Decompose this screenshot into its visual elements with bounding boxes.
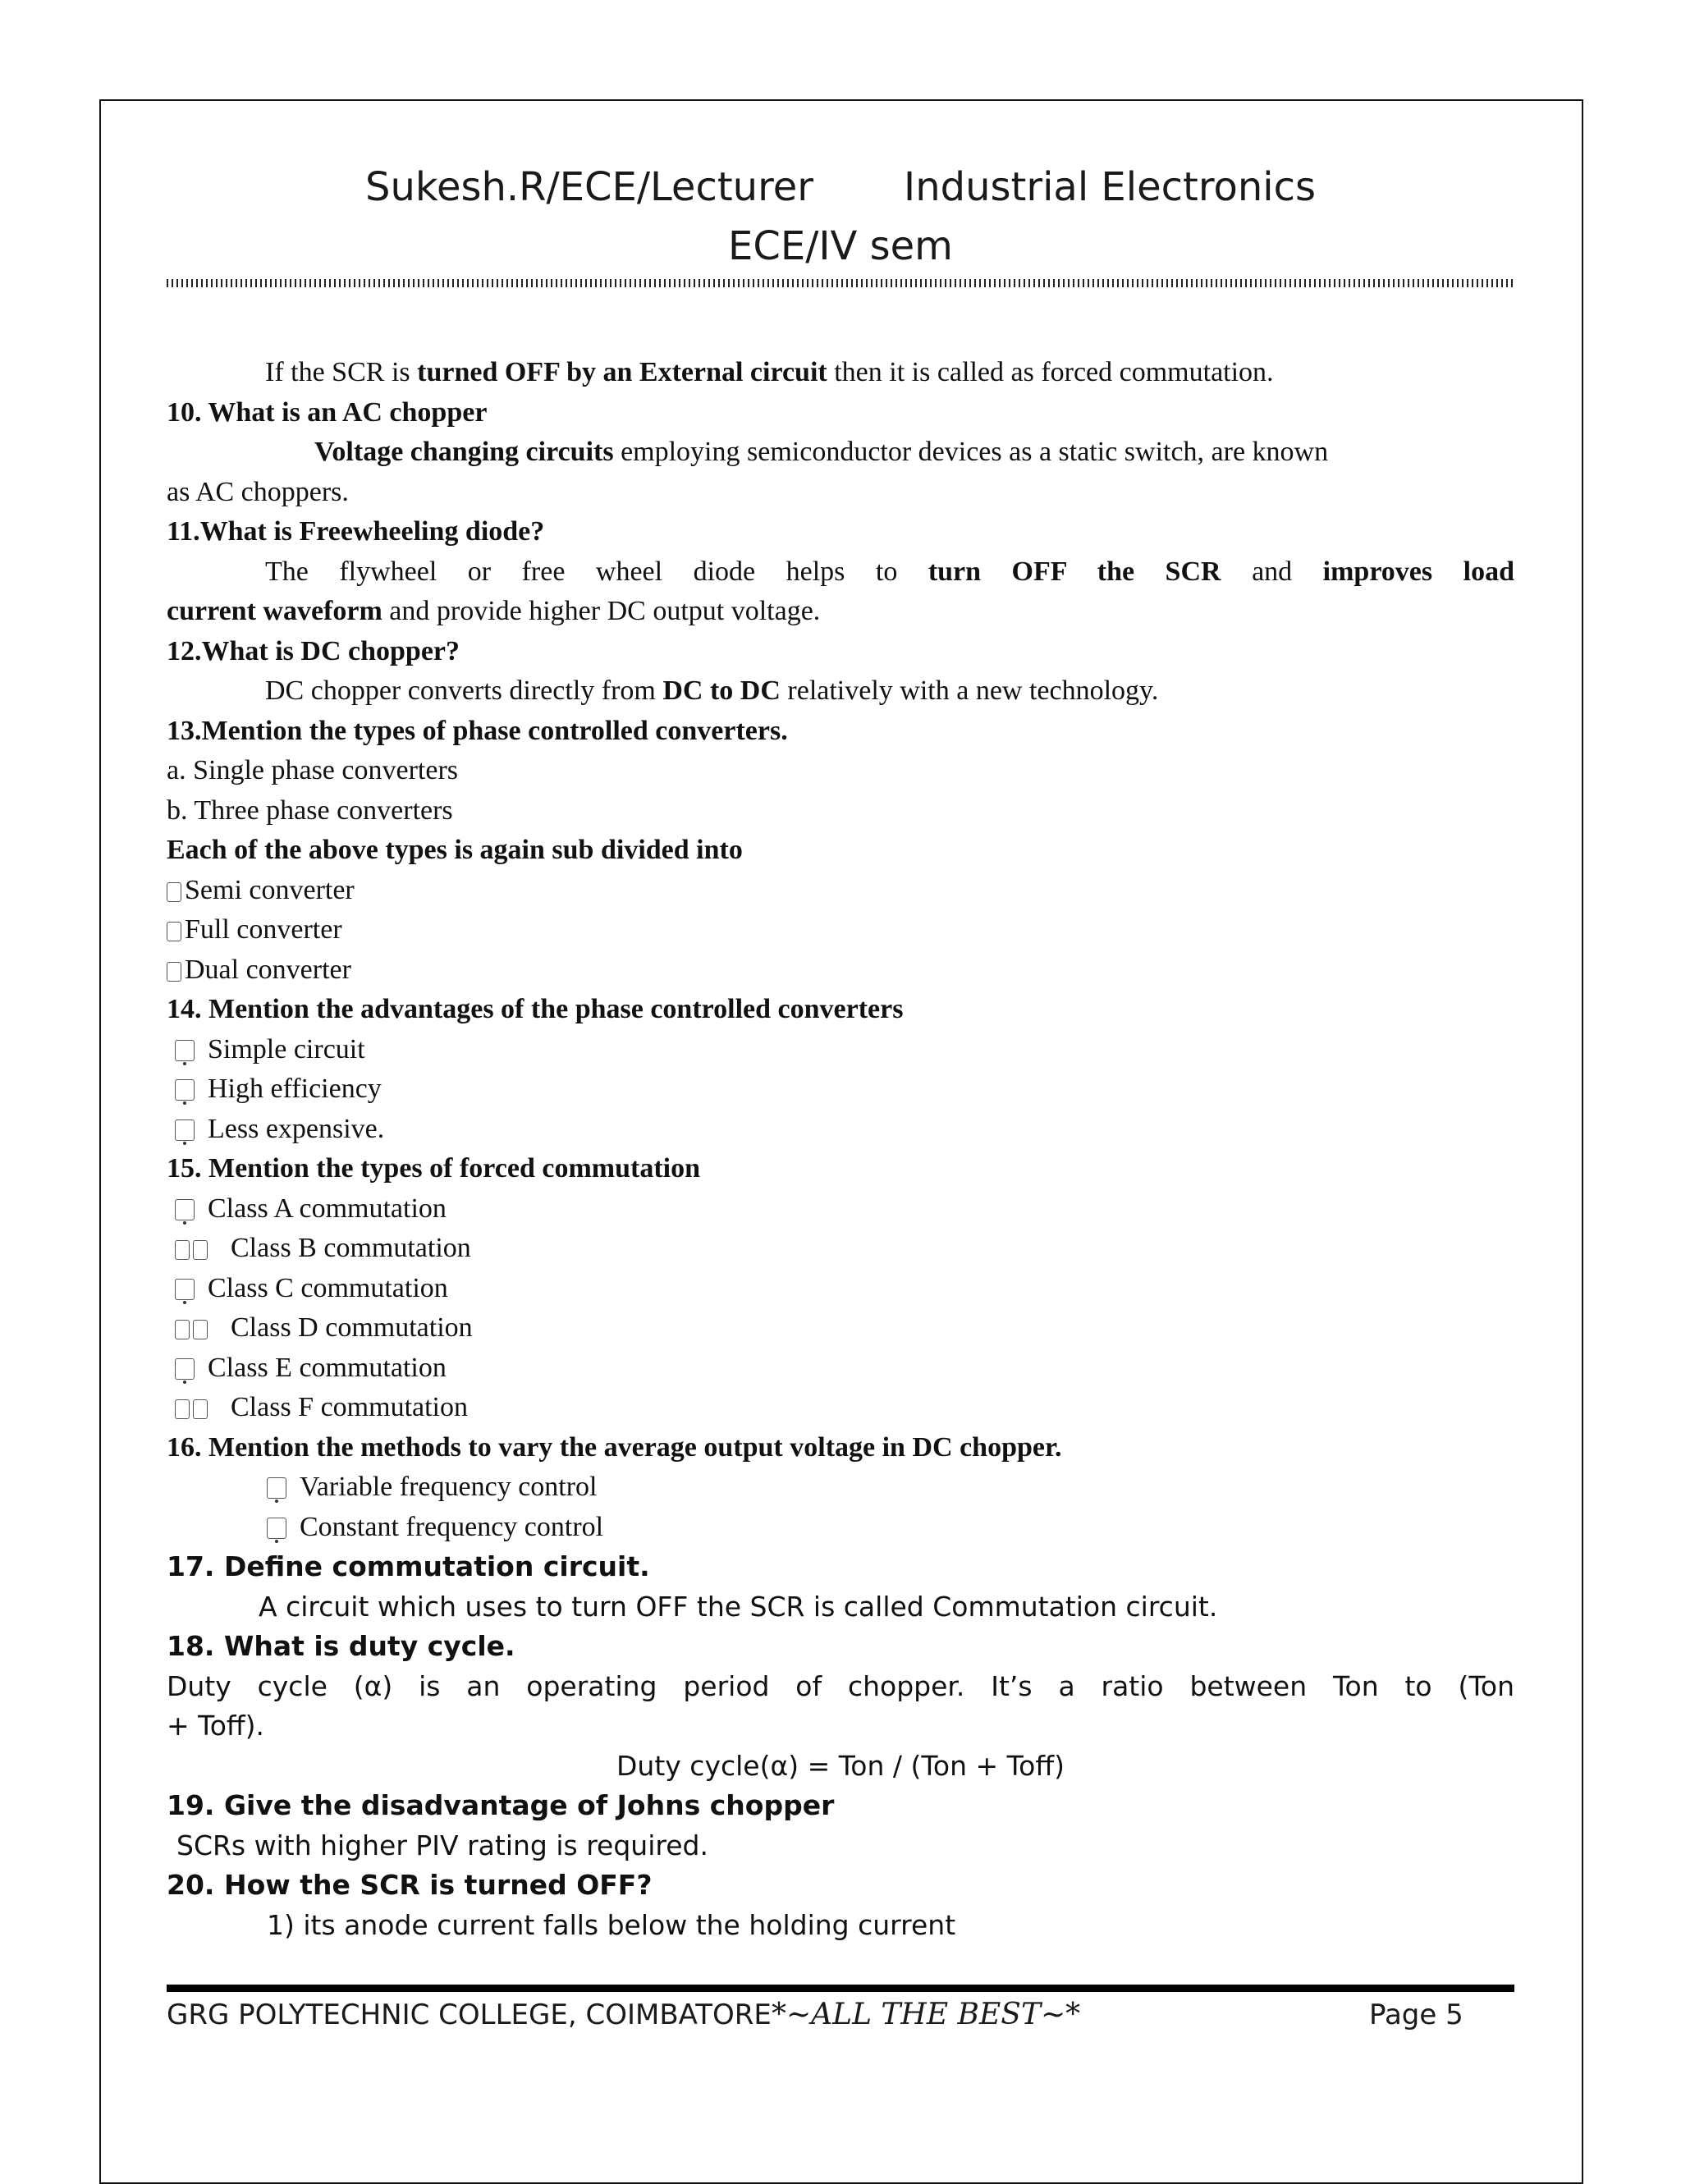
forced-commutation-definition: If the SCR is turned OFF by an External circuit then it is called as forced commutation. [265,357,1274,387]
q13-subitem: Dual converter [167,950,1514,991]
q17-title: 17. Define commutation circuit. [167,1550,650,1582]
bullet-box-icon [167,962,181,982]
q12-title: 12.What is DC chopper? [167,635,460,666]
bullet-box-icon [175,1119,195,1141]
q15-item: Class F commutation [167,1388,1514,1428]
q14-item: Less expensive. [167,1110,1514,1150]
bullet-box-icon [193,1399,208,1419]
header-subject: Industrial Electronics [904,164,1317,210]
bullet-box-icon [175,1358,195,1380]
bullet-box-icon [193,1320,208,1339]
q15-item: Class D commutation [167,1308,1514,1348]
bullet-box-icon [175,1079,195,1101]
q20-title: 20. How the SCR is turned OFF? [167,1869,653,1901]
q15-item: Class E commutation [167,1348,1514,1389]
q14-item: Simple circuit [167,1030,1514,1070]
q13-title: 13.Mention the types of phase controlled converters. [167,715,788,746]
q10-answer-line1: Voltage changing circuits employing semiconductor devices as a static switch, are known [314,437,1329,467]
q11-title: 11.What is Freewheeling diode? [167,516,545,547]
q19-title: 19. Give the disadvantage of Johns chopper [167,1789,835,1821]
bullet-box-icon [175,1240,190,1260]
q15-title: 15. Mention the types of forced commutation [167,1153,701,1184]
q20-answer: 1) its anode current falls below the holding current [267,1908,956,1941]
q11-answer-line1: The flywheel or free wheel diode helps to turn OFF the SCR and improves load [265,556,1514,587]
header-line-1 [0,164,1681,210]
footer-motto: *~ALL THE BEST~* [772,1998,1081,2031]
q16-title: 16. Mention the methods to vary the average output voltage in DC chopper. [167,1431,1062,1463]
q16-item: Constant frequency control [167,1508,1514,1548]
page-content [167,353,1514,1945]
q18-formula: Duty cycle(α) = Ton / (Ton + Toff) [616,1749,1065,1782]
q18-title: 18. What is duty cycle. [167,1630,515,1662]
q13-item: a. Single phase converters [167,755,458,785]
q18-answer-line2: + Toff). [167,1710,264,1742]
bullet-box-icon [267,1477,286,1499]
q10-title: 10. What is an AC chopper [167,396,488,428]
bullet-box-icon [267,1518,286,1539]
q15-item: Class A commutation [167,1189,1514,1229]
q10-answer-line2: as AC choppers. [167,476,349,507]
bullet-box-icon [175,1399,190,1419]
bullet-box-icon [175,1040,195,1061]
q17-answer: A circuit which uses to turn OFF the SCR is called Commutation circuit. [259,1590,1218,1623]
q14-item: High efficiency [167,1069,1514,1110]
q16-item: Variable frequency control [167,1467,1514,1508]
q18-answer-line1: Duty cycle (α) is an operating period of chopper. It’s a ratio between Ton to (Ton [167,1669,1514,1702]
q13-item: b. Three phase converters [167,794,453,826]
q13-subitem: Full converter [167,910,1514,950]
q15-item: Class C commutation [167,1269,1514,1309]
q13-subitem: Semi converter [167,871,1514,911]
bullet-box-icon [193,1240,208,1260]
bullet-box-icon [175,1279,195,1300]
q19-answer: SCRs with higher PIV rating is required. [176,1829,708,1861]
footer-college: GRG POLYTECHNIC COLLEGE, COIMBATORE [167,1999,772,2031]
bullet-box-icon [167,882,181,902]
header-author: Sukesh.R/ECE/Lecturer [364,164,814,210]
bullet-box-icon [175,1199,195,1220]
bullet-box-icon [167,922,181,941]
footer-rule [167,1985,1514,1992]
q15-item: Class B commutation [167,1229,1514,1269]
footer-page-number: Page 5 [1369,1999,1463,2031]
q12-answer: DC chopper converts directly from DC to DC relatively with a new technology. [265,675,1159,706]
q13-subtitle: Each of the above types is again sub divided into [167,835,743,865]
header-semester: ECE/IV sem [728,223,953,269]
q11-answer-line2: current waveform and provide higher DC output voltage. [167,596,821,626]
header-dotted-rule [167,279,1514,287]
q14-title: 14. Mention the advantages of the phase controlled converters [167,994,904,1024]
bullet-box-icon [175,1320,190,1339]
